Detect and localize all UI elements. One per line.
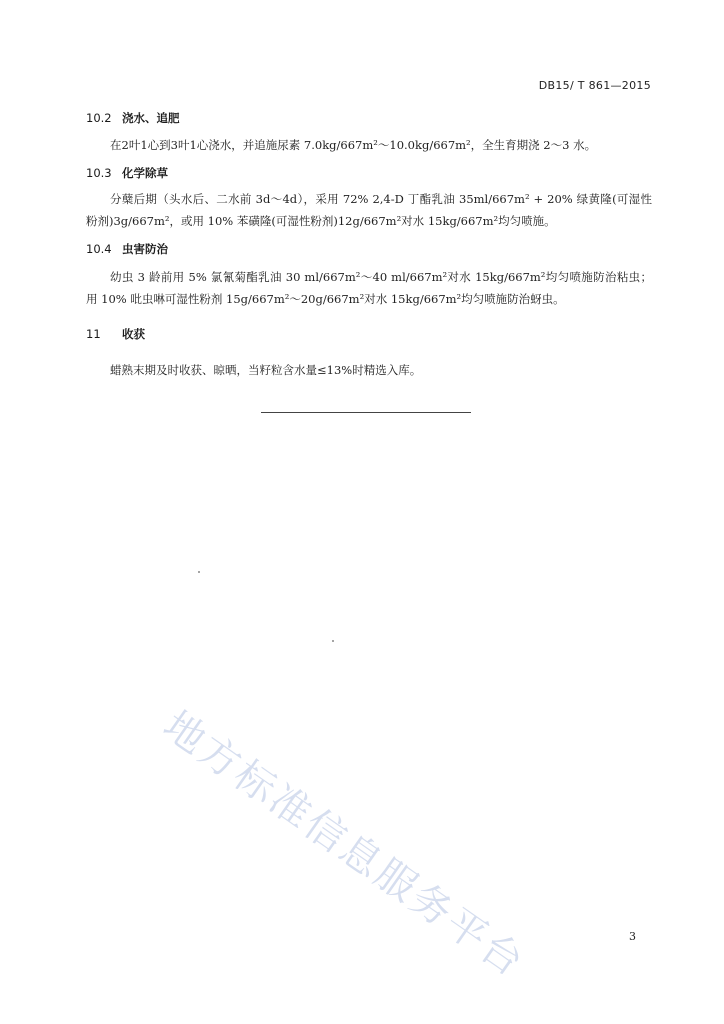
section-heading-10-3 — [86, 165, 168, 181]
section-number: 10.4 — [86, 242, 112, 256]
section-paragraph: 分蘖后期（头水后、二水前 3d～4d），采用 72% 2,4-D 丁酯乳油 35ml/667m² + 20% 绿黄隆(可湿性粉剂)3g/667m²，或用 10% 苯磺隆(可湿性粉剂)12g/667m²对水 15kg/667m²均匀喷施。 — [86, 192, 652, 228]
section-title: 浇水、追肥 — [122, 111, 180, 125]
section-paragraph: 幼虫 3 龄前用 5% 氯氰菊酯乳油 30 ml/667m²～40 ml/667m²对水 15kg/667m²均匀喷施防治粘虫；用 10% 吡虫啉可湿性粉剂 15g/667m²～20g/667m²对水 15kg/667m²均匀喷施防治蚜虫。 — [86, 270, 652, 306]
section-number: 10.2 — [86, 111, 112, 125]
section-title: 虫害防治 — [122, 242, 168, 256]
section-title: 收获 — [122, 327, 145, 341]
section-paragraph: 蜡熟末期及时收获、晾晒，当籽粒含水量≤13%时精选入库。 — [110, 363, 422, 377]
end-rule — [261, 412, 471, 413]
section-paragraph: 在2叶1心到3叶1心浇水，并追施尿素 7.0kg/667m²～10.0kg/667m²，全生育期浇 2～3 水。 — [110, 138, 597, 152]
section-heading-10-4 — [86, 241, 168, 257]
page-number: 3 — [629, 930, 636, 943]
scan-speck — [198, 571, 200, 573]
section-number: 11 — [86, 327, 101, 341]
section-number: 10.3 — [86, 166, 112, 180]
document-code: DB15/ T 861—2015 — [538, 79, 651, 92]
section-heading-10-2 — [86, 110, 180, 126]
section-heading-11 — [86, 326, 145, 342]
watermark: 地方标准信息服务平台 — [154, 702, 534, 987]
scan-speck — [332, 640, 334, 642]
section-title: 化学除草 — [122, 166, 168, 180]
